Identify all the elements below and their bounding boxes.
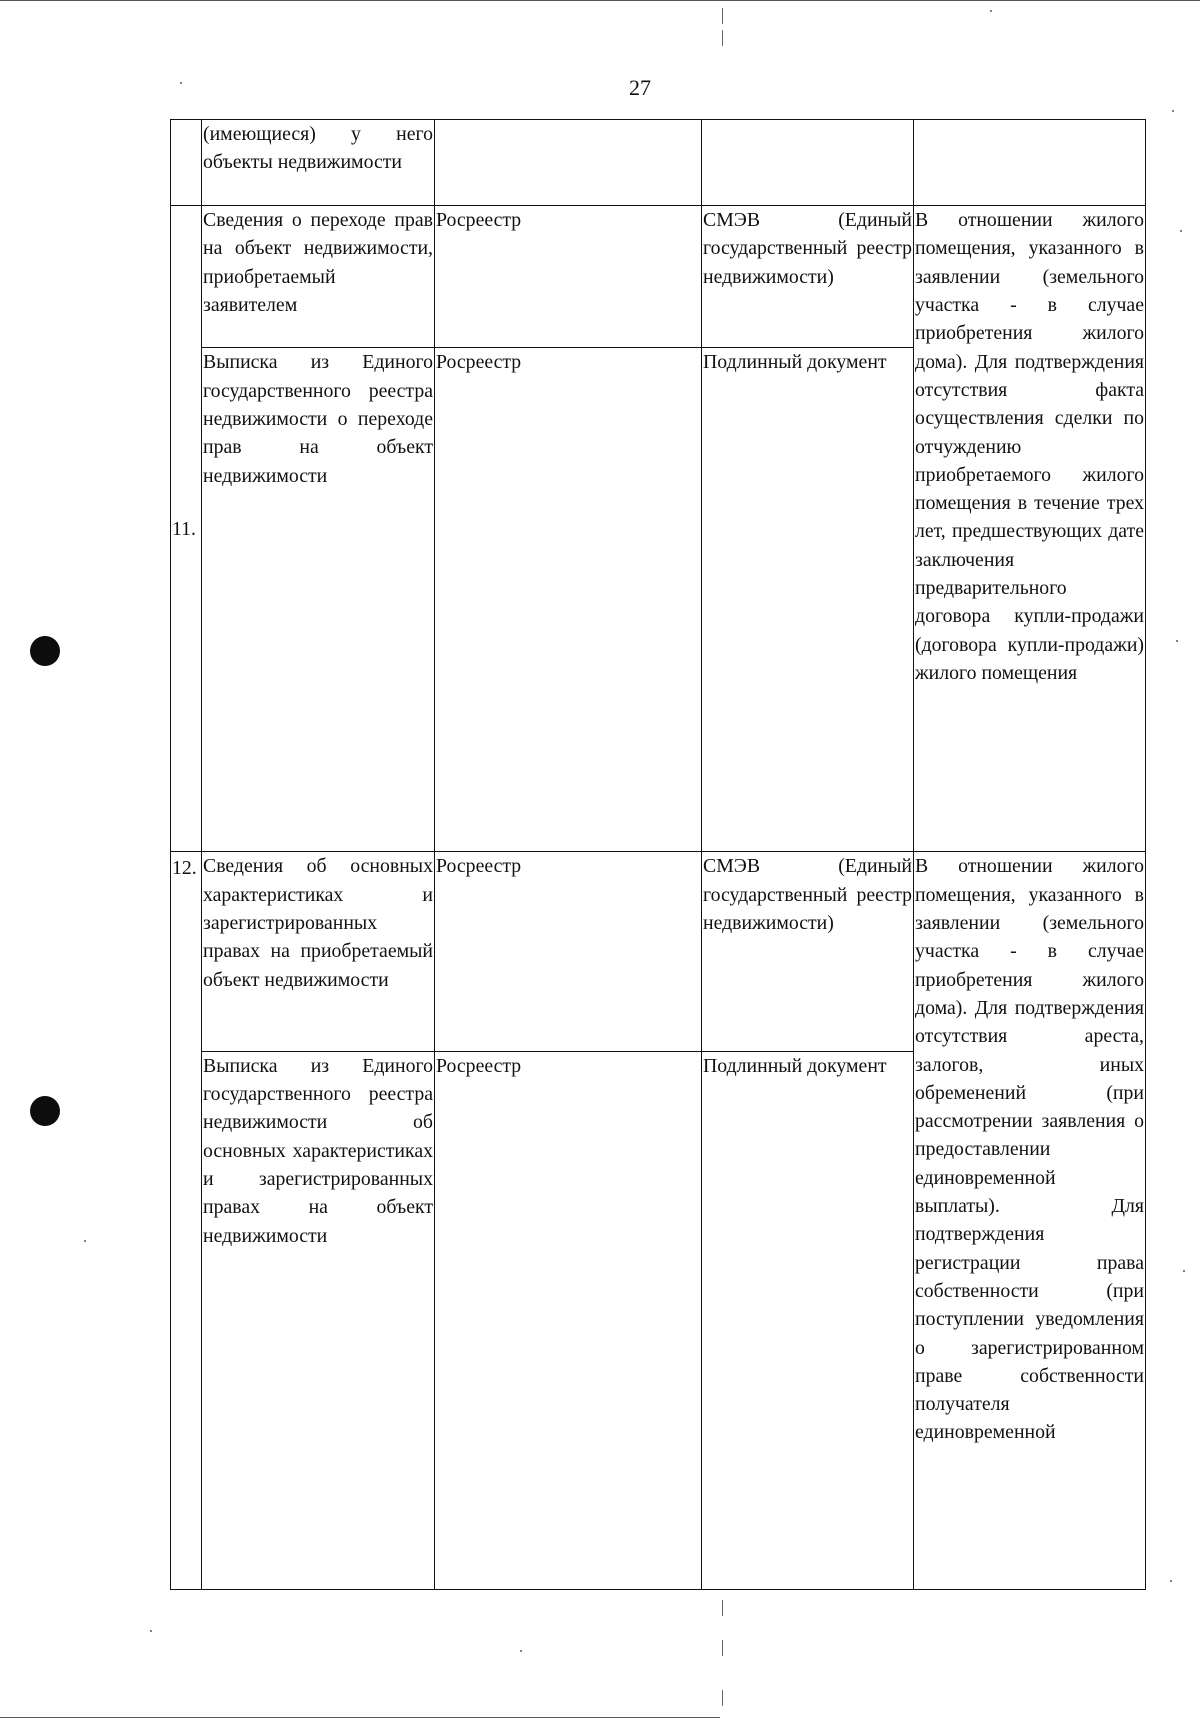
- row-number-cell: 11.: [171, 206, 202, 852]
- table-row: [171, 206, 1146, 348]
- scan-artifact: [1180, 230, 1182, 232]
- scan-artifact: [150, 1630, 152, 1632]
- scan-artifact: [722, 30, 723, 46]
- scan-artifact: [722, 1640, 723, 1656]
- table-row: [171, 852, 1146, 1051]
- scan-artifact: [990, 10, 992, 12]
- scan-artifact: [1170, 1580, 1172, 1582]
- page-number: 27: [629, 75, 651, 100]
- form-cell: [702, 120, 914, 206]
- scan-artifact: [1176, 640, 1178, 642]
- authority-cell: [435, 120, 702, 206]
- scan-edge-bottom: [0, 1717, 720, 1718]
- row-number-cell: [171, 120, 202, 206]
- information-cell: Выписка из Единого государственного реестра недвижимости о переходе прав на объект недвижимости: [202, 348, 435, 852]
- form-cell: СМЭВ (Единый государственный реестр недвижимости): [702, 852, 914, 1051]
- authority-cell: Росреестр: [435, 852, 702, 1051]
- row-number-cell: 12.: [171, 852, 202, 1590]
- punch-hole-upper: [30, 636, 60, 666]
- form-cell: Подлинный документ: [702, 1051, 914, 1589]
- scan-artifact: [84, 1240, 86, 1242]
- information-cell: Сведения об основных характеристиках и зарегистрированных правах на приобретаемый объект недвижимости: [202, 852, 435, 1051]
- purpose-cell: В отношении жилого помещения, указанного в заявлении (земельного участка - в случае приобретения жилого дома). Для подтверждения отсутствия факта осуществления сделки по отчуждению приобретаемого жилого помещения в течение трех лет, предшествующих дате заключения предварительного договора купли-продажи (договора купли-продажи) жилого помещения: [914, 206, 1146, 852]
- authority-cell: Росреестр: [435, 1051, 702, 1589]
- scan-artifact: [1172, 110, 1174, 112]
- scan-artifact: [722, 1600, 723, 1616]
- scan-artifact: [1183, 1270, 1185, 1272]
- information-cell: Выписка из Единого государственного реестра недвижимости об основных характеристиках и зарегистрированных правах на объект недвижимости: [202, 1051, 435, 1589]
- scan-artifact: [180, 82, 182, 84]
- table-row: [171, 120, 1146, 206]
- form-cell: СМЭВ (Единый государственный реестр недвижимости): [702, 206, 914, 348]
- scan-artifact: [520, 1650, 522, 1652]
- punch-hole-lower: [30, 1096, 60, 1126]
- purpose-cell: [914, 120, 1146, 206]
- scan-edge-top: [0, 0, 1200, 1]
- authority-cell: Росреестр: [435, 348, 702, 852]
- document-table: [170, 119, 1146, 1590]
- scan-artifact: [722, 8, 723, 24]
- purpose-cell: В отношении жилого помещения, указанного в заявлении (земельного участка - в случае приобретения жилого дома). Для подтверждения отсутствия ареста, залогов, иных обременений (при рассмотрении заявления о предоставлении единовременной выплаты). Для подтверждения регистрации права собственности (при поступлении уведомления о зарегистрированном праве собственности получателя единовременной: [914, 852, 1146, 1590]
- form-cell: Подлинный документ: [702, 348, 914, 852]
- authority-cell: Росреестр: [435, 206, 702, 348]
- information-cell: (имеющиеся) у него объекты недвижимости: [202, 120, 435, 206]
- scan-artifact: [722, 1690, 723, 1706]
- information-cell: Сведения о переходе прав на объект недвижимости, приобретаемый заявителем: [202, 206, 435, 348]
